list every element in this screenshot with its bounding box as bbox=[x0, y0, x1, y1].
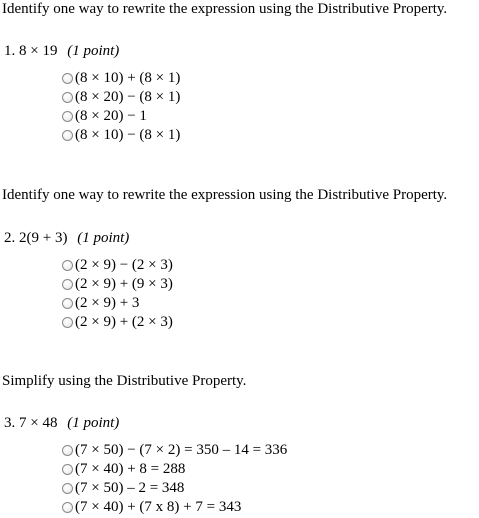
option-label: (8 × 10) − (8 × 1) bbox=[75, 127, 181, 143]
question-3-option-a[interactable] bbox=[62, 441, 287, 459]
radio-button[interactable] bbox=[62, 73, 73, 84]
question-3-header bbox=[4, 414, 119, 432]
question-1-instruction: Identify one way to rewrite the expression using the Distributive Property. bbox=[2, 1, 448, 17]
question-3-option-c[interactable] bbox=[62, 479, 184, 497]
question-3-number: 3. bbox=[4, 415, 16, 431]
radio-button[interactable] bbox=[62, 260, 73, 271]
radio-button[interactable] bbox=[62, 298, 73, 309]
question-2-option-b[interactable] bbox=[62, 275, 173, 293]
option-label: (7 × 50) – 2 = 348 bbox=[75, 480, 185, 496]
option-label: (2 × 9) + (9 × 3) bbox=[75, 276, 173, 292]
question-2-option-d[interactable] bbox=[62, 313, 173, 331]
question-1-option-a[interactable] bbox=[62, 69, 180, 87]
radio-button[interactable] bbox=[62, 502, 73, 513]
radio-button[interactable] bbox=[62, 317, 73, 328]
question-2-expression: 2(9 + 3) bbox=[19, 230, 68, 246]
option-label: (2 × 9) − (2 × 3) bbox=[75, 257, 173, 273]
question-1-option-d[interactable] bbox=[62, 126, 180, 144]
question-3-expression: 7 × 48 bbox=[19, 415, 58, 431]
question-1-points: (1 point) bbox=[67, 43, 120, 59]
question-1-expression: 8 × 19 bbox=[19, 43, 58, 59]
question-1-header bbox=[4, 42, 119, 60]
option-label: (7 × 40) + 8 = 288 bbox=[75, 461, 186, 477]
option-label: (8 × 10) + (8 × 1) bbox=[75, 70, 181, 86]
option-label: (2 × 9) + (2 × 3) bbox=[75, 314, 173, 330]
option-label: (8 × 20) − (8 × 1) bbox=[75, 89, 181, 105]
question-1-option-c[interactable] bbox=[62, 107, 147, 125]
question-2-instruction: Identify one way to rewrite the expression using the Distributive Property. bbox=[2, 187, 448, 203]
option-label: (2 × 9) + 3 bbox=[75, 295, 140, 311]
question-1-option-b[interactable] bbox=[62, 88, 180, 106]
question-2-points: (1 point) bbox=[77, 230, 130, 246]
question-2-header bbox=[4, 229, 129, 247]
question-2-option-c[interactable] bbox=[62, 294, 139, 312]
radio-button[interactable] bbox=[62, 111, 73, 122]
radio-button[interactable] bbox=[62, 92, 73, 103]
radio-button[interactable] bbox=[62, 279, 73, 290]
option-label: (7 × 50) − (7 × 2) = 350 – 14 = 336 bbox=[75, 442, 288, 458]
question-3-option-b[interactable] bbox=[62, 460, 185, 478]
radio-button[interactable] bbox=[62, 445, 73, 456]
question-2-option-a[interactable] bbox=[62, 256, 173, 274]
question-3-option-d[interactable] bbox=[62, 498, 241, 516]
option-label: (8 × 20) − 1 bbox=[75, 108, 147, 124]
question-1-number: 1. bbox=[4, 43, 16, 59]
radio-button[interactable] bbox=[62, 483, 73, 494]
question-3-instruction: Simplify using the Distributive Property. bbox=[2, 373, 247, 389]
radio-button[interactable] bbox=[62, 464, 73, 475]
option-label: (7 × 40) + (7 x 8) + 7 = 343 bbox=[75, 499, 242, 515]
question-2-number: 2. bbox=[4, 230, 16, 246]
radio-button[interactable] bbox=[62, 130, 73, 141]
question-3-points: (1 point) bbox=[67, 415, 120, 431]
